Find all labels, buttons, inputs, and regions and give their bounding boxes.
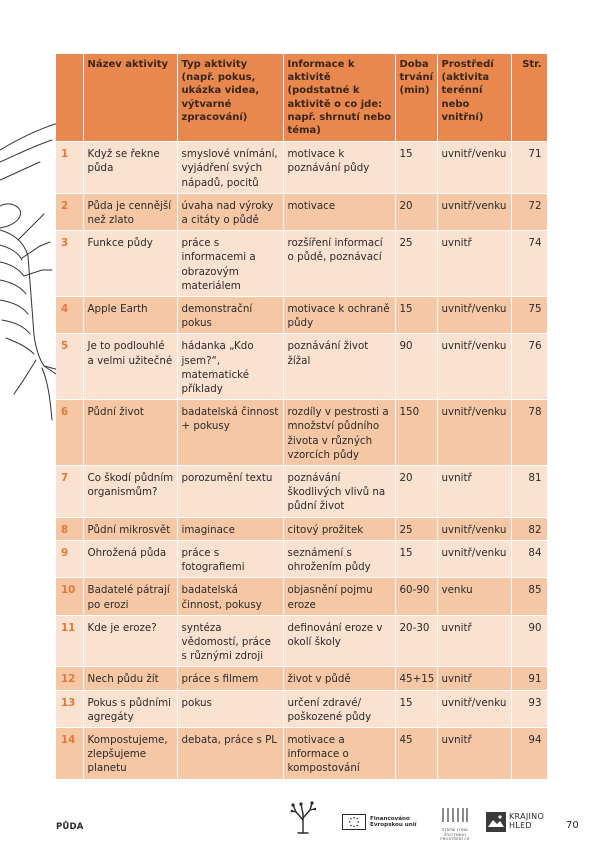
cell-environment: uvnitř/venku <box>437 540 511 577</box>
cell-page: 90 <box>511 615 547 667</box>
cell-number: 4 <box>56 297 83 334</box>
cell-page: 74 <box>511 231 547 297</box>
table-row <box>56 690 547 727</box>
header-activity-type: Typ aktivity (např. pokus, ukázka videa, výtvarné zpracování) <box>177 54 283 142</box>
eu-flag-icon <box>342 814 366 830</box>
cell-activity-info: život v půdě <box>283 667 395 690</box>
cell-activity-name: Je to podlouhlé a velmi užitečné <box>83 334 177 400</box>
table-row <box>56 727 547 778</box>
cell-environment: uvnitř/venku <box>437 193 511 230</box>
header-page: Str. <box>511 54 547 142</box>
cell-activity-info: seznámení s ohrožením půdy <box>283 540 395 577</box>
cell-activity-info: rozšíření informací o půdě, poznávací <box>283 231 395 297</box>
cell-activity-name: Co škodí půdním organismům? <box>83 466 177 518</box>
cell-environment: uvnitř <box>437 727 511 778</box>
cell-activity-name: Badatelé pátrají po erozi <box>83 578 177 615</box>
cell-activity-info: objasnění pojmu eroze <box>283 578 395 615</box>
cell-activity-info: určení zdravé/ poškozené půdy <box>283 690 395 727</box>
cell-activity-type: porozumění textu <box>177 466 283 518</box>
cell-activity-type: pokus <box>177 690 283 727</box>
cell-activity-info: citový prožitek <box>283 517 395 540</box>
cell-activity-name: Když se řekne půda <box>83 142 177 194</box>
cell-activity-name: Půdní život <box>83 400 177 466</box>
cell-number: 13 <box>56 690 83 727</box>
table-row <box>56 297 547 334</box>
header-number <box>56 54 83 142</box>
cell-environment: uvnitř <box>437 231 511 297</box>
cell-number: 3 <box>56 231 83 297</box>
cell-activity-type: imaginace <box>177 517 283 540</box>
header-activity-name: Název aktivity <box>83 54 177 142</box>
cell-page: 91 <box>511 667 547 690</box>
cell-duration: 15 <box>395 690 437 727</box>
cell-number: 14 <box>56 727 83 778</box>
ministry-logo-text: STÁTNÍ FOND ŽIVOTNÍHO PROSTŘEDÍ ČR <box>440 827 470 842</box>
cell-activity-type: hádanka „Kdo jsem?“, matematické příklady <box>177 334 283 400</box>
cell-activity-type: úvaha nad výroky a citáty o půdě <box>177 193 283 230</box>
cell-environment: uvnitř/venku <box>437 297 511 334</box>
cell-number: 12 <box>56 667 83 690</box>
cell-activity-name: Půdní mikrosvět <box>83 517 177 540</box>
cell-environment: uvnitř/venku <box>437 517 511 540</box>
cell-duration: 45 <box>395 727 437 778</box>
cell-duration: 20-30 <box>395 615 437 667</box>
cell-activity-type: práce s informacemi a obrazovým materiálem <box>177 231 283 297</box>
table-row <box>56 667 547 690</box>
cell-number: 6 <box>56 400 83 466</box>
cell-page: 82 <box>511 517 547 540</box>
cell-environment: uvnitř <box>437 615 511 667</box>
cell-activity-type: badatelská činnost, pokusy <box>177 578 283 615</box>
cell-activity-name: Půda je cennější než zlato <box>83 193 177 230</box>
landscape-icon <box>486 812 506 832</box>
cell-page: 78 <box>511 400 547 466</box>
cell-activity-info: motivace k ochraně půdy <box>283 297 395 334</box>
cell-number: 11 <box>56 615 83 667</box>
krajinohled-text-line2: HLED <box>509 821 532 830</box>
cell-activity-name: Kde je eroze? <box>83 615 177 667</box>
cell-page: 81 <box>511 466 547 518</box>
cell-activity-type: smyslové vnímání, vyjádření svých nápadů, pocitů <box>177 142 283 194</box>
table-row <box>56 615 547 667</box>
cell-activity-type: badatelská činnost + pokusy <box>177 400 283 466</box>
cell-activity-info: motivace <box>283 193 395 230</box>
ministry-logo <box>432 806 478 842</box>
cell-activity-info: definování eroze v okolí školy <box>283 615 395 667</box>
krajinohled-text-line1: KRAJINO <box>509 812 545 822</box>
cell-activity-info: rozdíly v pestrosti a množství půdního života v různých vzorcích půdy <box>283 400 395 466</box>
cell-duration: 15 <box>395 142 437 194</box>
cell-page: 93 <box>511 690 547 727</box>
cell-activity-name: Nech půdu žít <box>83 667 177 690</box>
cell-environment: venku <box>437 578 511 615</box>
cell-duration: 15 <box>395 540 437 577</box>
cell-duration: 25 <box>395 231 437 297</box>
krajinohled-text <box>509 813 544 830</box>
cell-number: 9 <box>56 540 83 577</box>
page-number: 70 <box>566 820 579 831</box>
cell-activity-type: demonstrační pokus <box>177 297 283 334</box>
cell-activity-name: Ohrožená půda <box>83 540 177 577</box>
krajinohled-logo <box>486 812 544 832</box>
cell-page: 94 <box>511 727 547 778</box>
table-row <box>56 578 547 615</box>
cell-environment: uvnitř/venku <box>437 334 511 400</box>
cell-number: 1 <box>56 142 83 194</box>
activities-table <box>56 54 548 779</box>
cell-page: 72 <box>511 193 547 230</box>
table-row <box>56 400 547 466</box>
cell-activity-type: syntéza vědomostí, práce s různými zdroji <box>177 615 283 667</box>
header-duration: Doba trvání (min) <box>395 54 437 142</box>
table-header-row <box>56 54 547 142</box>
cell-activity-name: Apple Earth <box>83 297 177 334</box>
table-row <box>56 540 547 577</box>
table-row <box>56 334 547 400</box>
cell-page: 76 <box>511 334 547 400</box>
table-row <box>56 231 547 297</box>
cell-activity-name: Funkce půdy <box>83 231 177 297</box>
cell-environment: uvnitř/venku <box>437 400 511 466</box>
cell-duration: 20 <box>395 193 437 230</box>
cell-page: 84 <box>511 540 547 577</box>
cell-number: 8 <box>56 517 83 540</box>
cell-number: 2 <box>56 193 83 230</box>
cell-environment: uvnitř/venku <box>437 142 511 194</box>
tree-logo-icon <box>290 800 316 834</box>
cell-activity-info: motivace k poznávání půdy <box>283 142 395 194</box>
cell-duration: 60-90 <box>395 578 437 615</box>
cell-environment: uvnitř <box>437 667 511 690</box>
cell-page: 71 <box>511 142 547 194</box>
header-environment: Prostředí (aktivita terénní nebo vnitřní) <box>437 54 511 142</box>
cell-duration: 20 <box>395 466 437 518</box>
cell-page: 85 <box>511 578 547 615</box>
cell-number: 7 <box>56 466 83 518</box>
cell-activity-type: práce s fotografiemi <box>177 540 283 577</box>
columns-icon <box>440 806 470 824</box>
cell-environment: uvnitř <box>437 466 511 518</box>
cell-duration: 25 <box>395 517 437 540</box>
header-activity-info: Informace k aktivitě (podstatné k aktivitě o co jde: např. shrnutí nebo téma) <box>283 54 395 142</box>
cell-number: 5 <box>56 334 83 400</box>
cell-activity-type: debata, práce s PL <box>177 727 283 778</box>
section-label: PŮDA <box>56 822 84 832</box>
cell-page: 75 <box>511 297 547 334</box>
table-row <box>56 517 547 540</box>
cell-activity-name: Pokus s půdními agregáty <box>83 690 177 727</box>
cell-duration: 15 <box>395 297 437 334</box>
cell-number: 10 <box>56 578 83 615</box>
cell-duration: 45+15 <box>395 667 437 690</box>
cell-activity-info: poznávání škodlivých vlivů na půdní život <box>283 466 395 518</box>
cell-duration: 150 <box>395 400 437 466</box>
table-row <box>56 466 547 518</box>
cell-environment: uvnitř/venku <box>437 690 511 727</box>
table-row <box>56 193 547 230</box>
eu-logo <box>342 814 418 830</box>
table-row <box>56 142 547 194</box>
cell-duration: 90 <box>395 334 437 400</box>
cell-activity-info: poznávání život žížal <box>283 334 395 400</box>
cell-activity-info: motivace a informace o kompostování <box>283 727 395 778</box>
cell-activity-name: Kompostujeme, zlepšujeme planetu <box>83 727 177 778</box>
cell-activity-type: práce s filmem <box>177 667 283 690</box>
eu-logo-text: Financováno Evropskou unií <box>370 815 417 828</box>
